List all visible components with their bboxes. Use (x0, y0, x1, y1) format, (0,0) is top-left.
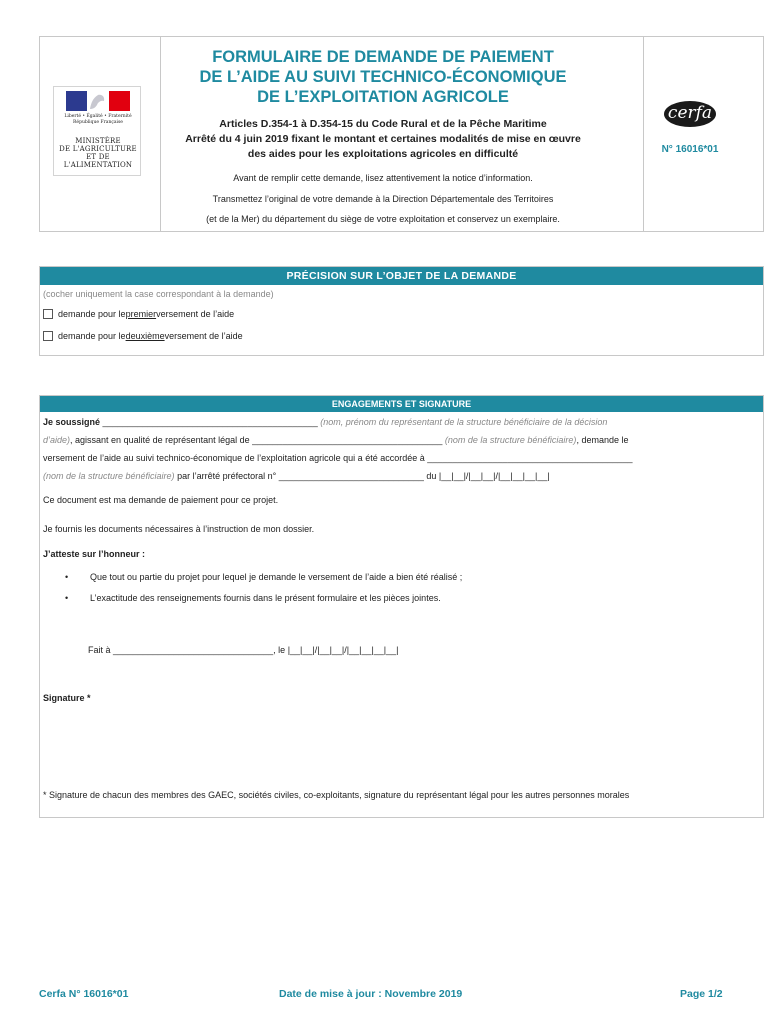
declarant-line-1 (43, 417, 607, 427)
first-payment-checkbox[interactable] (43, 309, 53, 319)
declarant-label: Je soussigné (43, 417, 101, 427)
signature-label: Signature * (43, 693, 91, 703)
ministry-name: MINISTÈRE DE L'AGRICULTURE ET DE L'ALIMENTATION (59, 137, 137, 169)
section-hint: (cocher uniquement la case correspondant à la demande) (43, 289, 274, 299)
second-payment-checkbox[interactable] (43, 331, 53, 341)
prefectoral-order-line (43, 471, 550, 481)
option-keyword: deuxième (125, 331, 165, 341)
marianne-flag-icon (66, 91, 130, 111)
declarant-hint-end: d’aide) (43, 435, 71, 445)
footer-page-number: Page 1/2 (680, 988, 723, 1000)
bullet-dot: • (65, 593, 69, 603)
signature-footnote: * Signature de chacun des membres des GAEC, sociétés civiles, co-exploitants, signature du représentant légal pour les autres personnes morales (43, 790, 630, 800)
cerfa-number: N° 16016*01 (661, 144, 719, 155)
statement-payment-request: Ce document est ma demande de paiement pour ce projet. (43, 495, 279, 505)
declarant-hint: (nom, prénom du représentant de la structure bénéficiaire de la décision (320, 417, 608, 427)
structure-hint: (nom de la structure bénéficiaire) (444, 435, 577, 445)
attestation-item: L’exactitude des renseignements fournis dans le présent formulaire et les pièces jointes. (90, 593, 441, 603)
option-text-after: versement de l’aide (164, 331, 243, 341)
request-text: , demande le (576, 435, 629, 445)
beneficiary-structure-field[interactable]: versement de l’aide au suivi technico-économique de l’exploitation agricole qui a été accordée à _________________________________________ (43, 453, 633, 463)
declarant-name-field[interactable]: ___________________________________________ (100, 417, 321, 427)
ministry-logo (53, 86, 141, 176)
footer-cerfa-number: Cerfa N° 16016*01 (39, 988, 129, 1000)
section-title: PRÉCISION SUR L’OBJET DE LA DEMANDE (40, 267, 763, 285)
republic-motto: Liberté • Égalité • Fraternité République Française (64, 114, 132, 125)
prefectoral-order-field[interactable]: par l’arrêté préfectoral n° _____________________________ du |__|__|/|__|__|/|__|__|__|__| (174, 471, 550, 481)
header-divider-right (643, 37, 644, 231)
option-second-payment[interactable] (43, 331, 243, 341)
legal-representative-field[interactable]: , agissant en qualité de représentant légal de ______________________________________ (70, 435, 445, 445)
footer-update-date: Date de mise à jour : Novembre 2019 (279, 988, 463, 1000)
structure-hint: (nom de la structure bénéficiaire) (43, 471, 175, 481)
option-text-after: versement de l’aide (156, 309, 235, 319)
bullet-dot: • (65, 572, 69, 582)
legal-references: Articles D.354-1 à D.354-15 du Code Rural et de la Pêche Maritime Arrêté du 4 juin 2019 fixant le montant et certaines modalités de mise en œuvre des aides pour les exploitations agricoles en difficulté (185, 118, 581, 160)
attestation-item: Que tout ou partie du projet pour lequel je demande le versement de l’aide a bien été réalisé ; (90, 572, 463, 582)
declarant-line-2 (43, 435, 628, 445)
form-title: FORMULAIRE DE DEMANDE DE PAIEMENT DE L’AIDE AU SUIVI TECHNICO-ÉCONOMIQUE DE L’EXPLOITATION AGRICOLE (199, 48, 567, 106)
option-keyword: premier (125, 309, 157, 319)
attestation-label: J’atteste sur l’honneur : (43, 549, 146, 559)
place-date-field[interactable]: Fait à ________________________________, le |__|__|/|__|__|/|__|__|__|__| (88, 645, 399, 655)
request-purpose-section (39, 266, 764, 356)
section-title: ENGAGEMENTS ET SIGNATURE (40, 396, 763, 412)
instructions-notice: Avant de remplir cette demande, lisez attentivement la notice d’information. Transmettez l’original de votre demande à la Direction Départementale des Territoires (et de la Mer) du département du siège de votre exploitation et conservez un exemplaire. (206, 173, 560, 224)
option-first-payment[interactable] (43, 309, 234, 319)
cerfa-logo: cerfa (664, 101, 716, 127)
statement-documents: Je fournis les documents nécessaires à l’instruction de mon dossier. (43, 524, 315, 534)
option-text-before: demande pour le (58, 309, 126, 319)
option-text-before: demande pour le (58, 331, 126, 341)
commitments-signature-section (39, 395, 764, 818)
signature-area[interactable] (43, 708, 758, 778)
